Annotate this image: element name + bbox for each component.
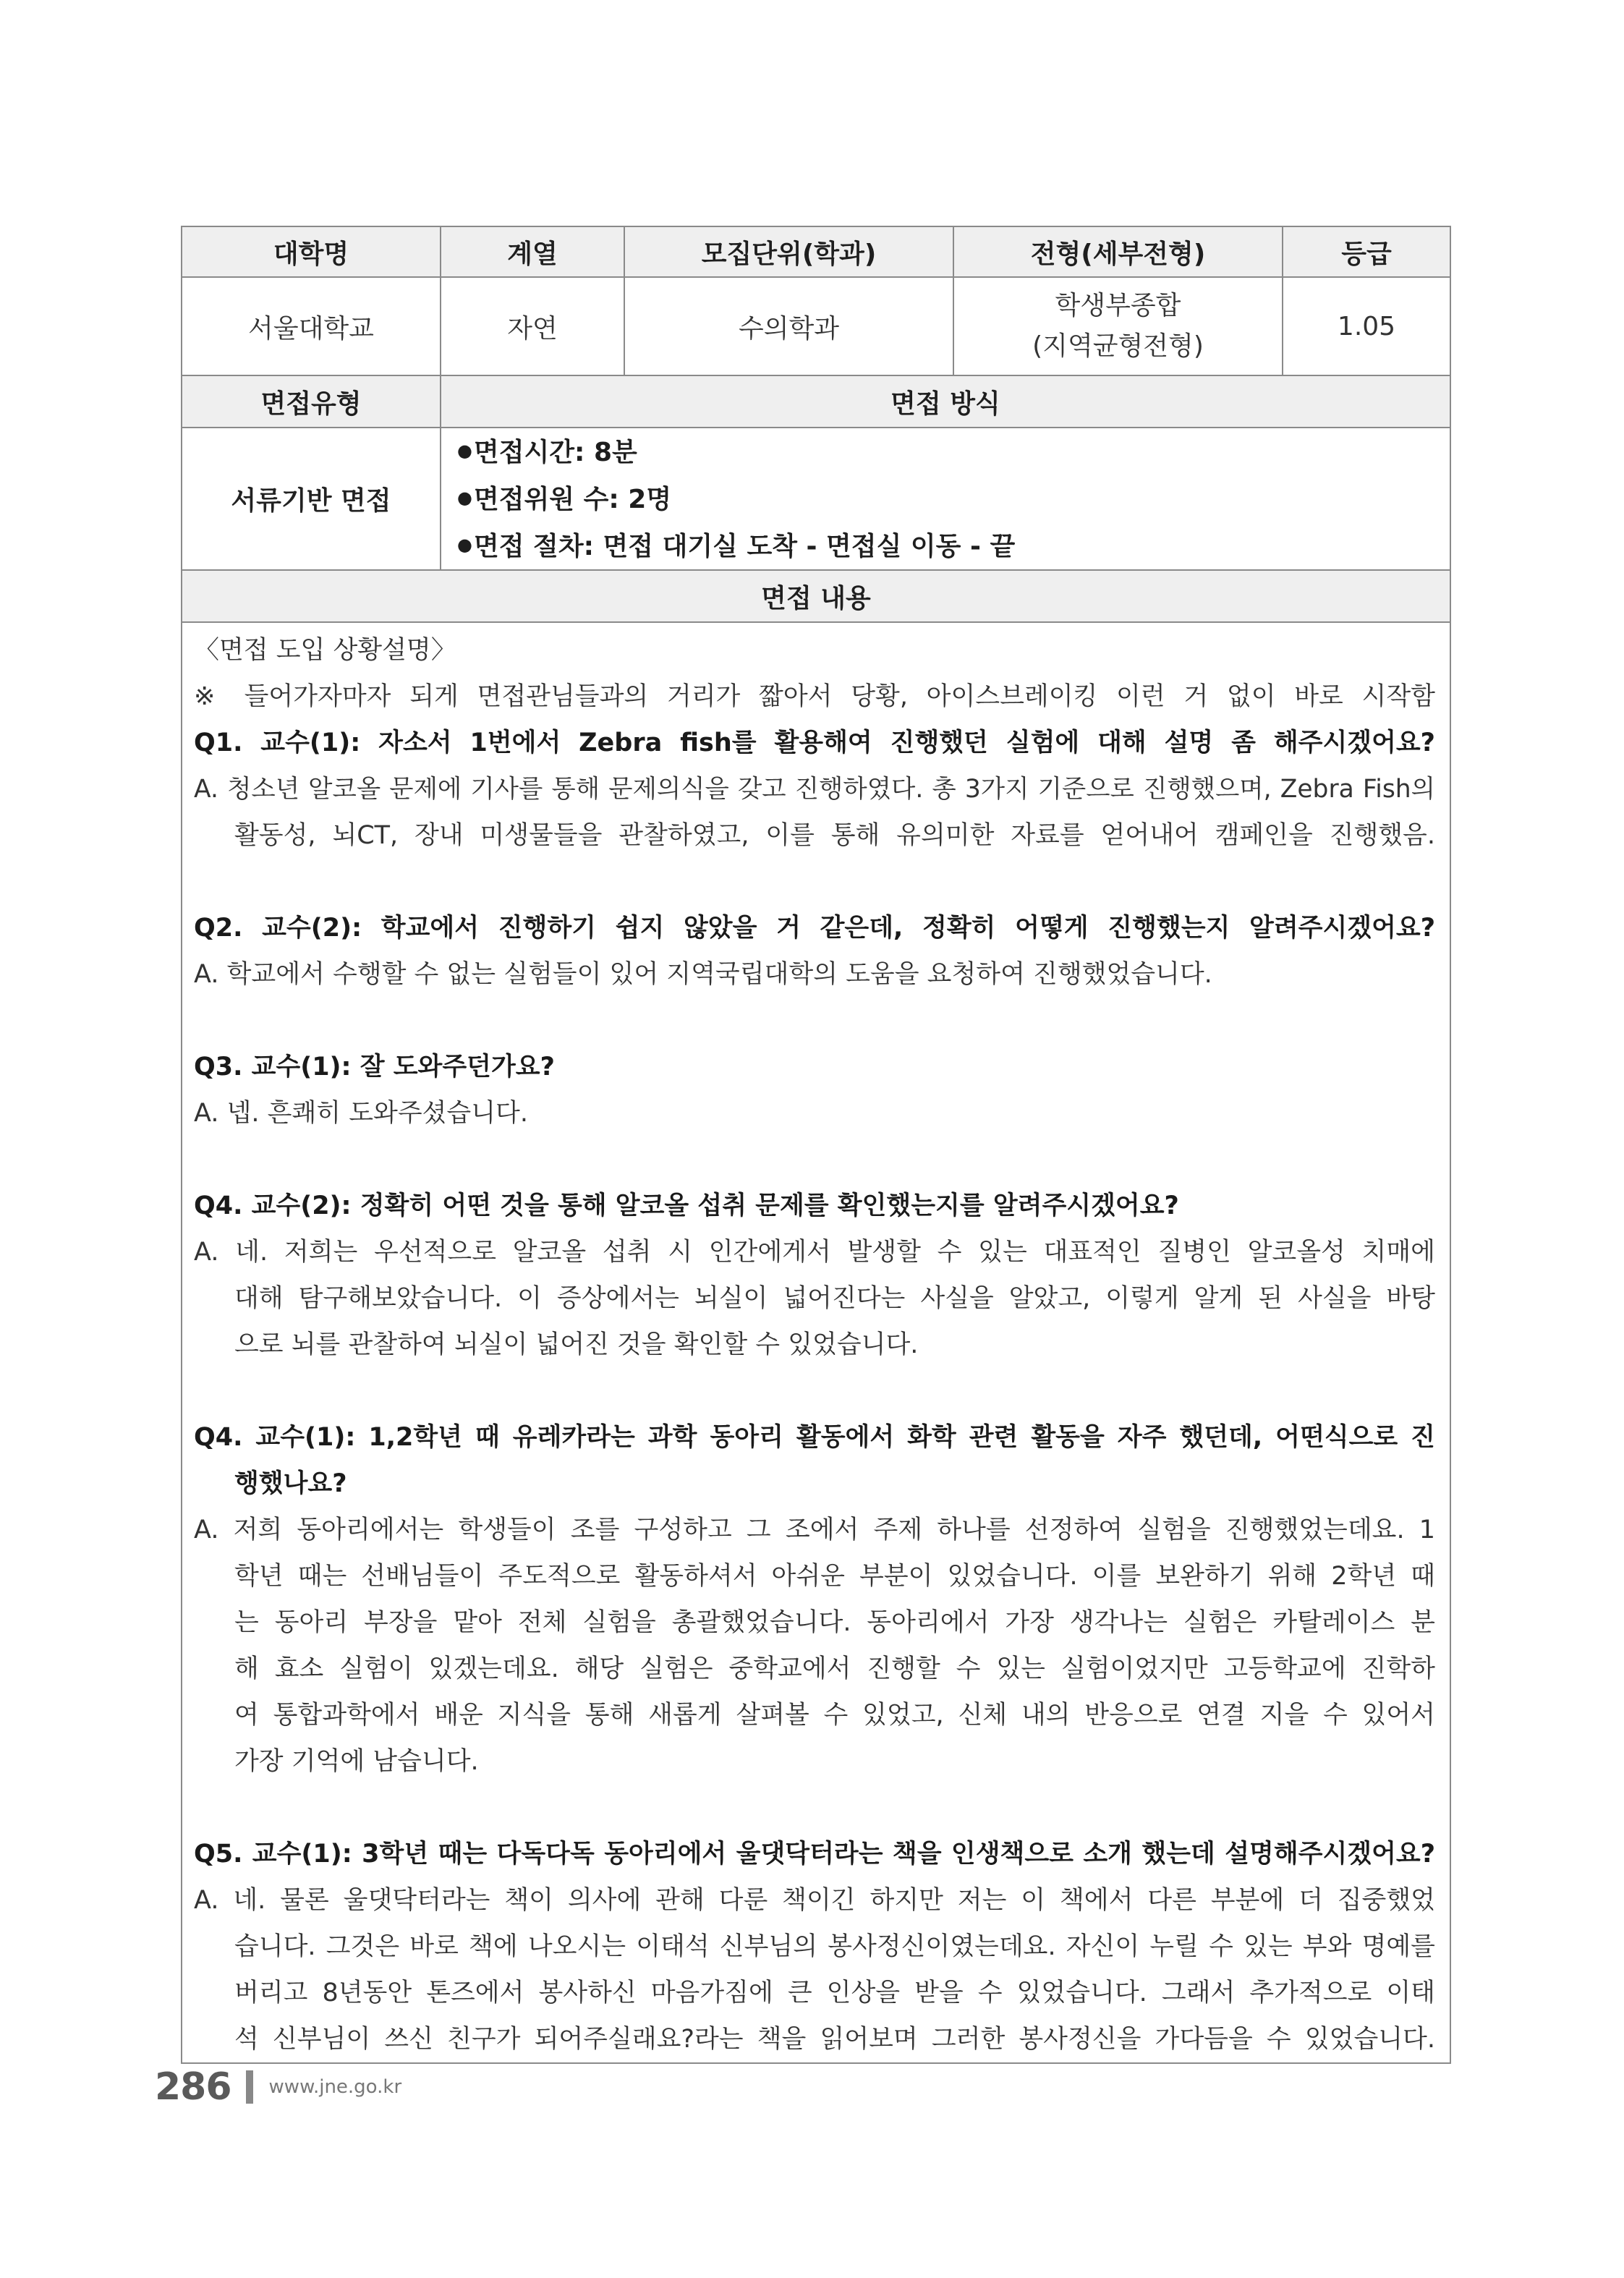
info-field: 자연 xyxy=(441,277,624,375)
answer-line: 대해 탐구해보았습니다. 이 증상에서는 뇌실이 넓어진다는 사실을 알았고, 이렇게 알게 된 사실을 바탕 xyxy=(234,1284,1435,1313)
answer-line: 해 효소 실험이 있겠는데요. 해당 실험은 중학교에서 진행할 수 있는 실험이었지만 고등학교에 진학하 xyxy=(234,1654,1435,1683)
bullet-icon: ● xyxy=(457,535,472,555)
answer-line: A. 저희 동아리에서는 학생들이 조를 구성하고 그 조에서 주제 하나를 선정하여 실험을 진행했었는데요. 1 xyxy=(194,1516,1435,1544)
content-row xyxy=(182,622,1450,2063)
answer-line: 여 통합과학에서 배운 지식을 통해 새롭게 살펴볼 수 있었고, 신체 내의 반응으로 연결 지을 수 있어서 xyxy=(234,1701,1435,1730)
answer-line: A. 네. 물론 울댓닥터라는 책이 의사에 관해 다룬 책이긴 하지만 저는 이 책에서 다른 부분에 더 집중했었 xyxy=(194,1886,1435,1915)
header-university: 대학명 xyxy=(182,226,441,277)
question: Q1. 교수(1): 자소서 1번에서 Zebra fish를 활용해여 진행했던 실험에 대해 설명 좀 해주시겠어요? xyxy=(194,728,1435,757)
method-item: ●면접위원 수: 2명 xyxy=(457,485,672,514)
answer-line: A. 넵. 흔쾌히 도와주셨습니다. xyxy=(194,1099,528,1128)
question: Q3. 교수(1): 잘 도와주던가요? xyxy=(194,1053,555,1081)
footer-url: www.jne.go.kr xyxy=(268,2076,402,2098)
header-unit: 모집단위(학과) xyxy=(624,226,953,277)
page-number: 286 xyxy=(155,2065,231,2109)
answer-line: 는 동아리 부장을 맡아 전체 실험을 총괄했었습니다. 동아리에서 가장 생각나는 실험은 카탈레이스 분 xyxy=(234,1608,1435,1637)
question: Q4. 교수(2): 정확히 어떤 것을 통해 알코올 섭취 문제를 확인했는지를 알려주시겠어요? xyxy=(194,1191,1179,1220)
page-footer xyxy=(155,2065,401,2109)
header-grade: 등급 xyxy=(1283,226,1450,277)
intro-note: ※ 들어가자마자 되게 면접관님들과의 거리가 짧아서 당황, 아이스브레이킹 이런 거 없이 바로 시작함 xyxy=(194,682,1435,711)
info-unit: 수의학과 xyxy=(624,277,953,375)
answer-line: 가장 기억에 남습니다. xyxy=(234,1747,479,1776)
info-university: 서울대학교 xyxy=(182,277,441,375)
info-admission xyxy=(953,277,1283,375)
question: Q2. 교수(2): 학교에서 진행하기 쉽지 않았을 거 같은데, 정확히 어떻게 진행했는지 알려주시겠어요? xyxy=(194,914,1435,943)
answer-line: 학년 때는 선배님들이 주도적으로 활동하셔서 아쉬운 부분이 있었습니다. 이를 보완하기 위해 2학년 때 xyxy=(234,1562,1435,1591)
info-admission-line2: (지역균형전형) xyxy=(1032,331,1204,361)
content-body xyxy=(182,622,1450,2063)
answer-line: A. 학교에서 수행할 수 없는 실험들이 있어 지역국립대학의 도움을 요청하여 진행했었습니다. xyxy=(194,960,1212,989)
interview-header-row xyxy=(182,375,1450,428)
bullet-icon: ● xyxy=(457,441,472,461)
content-header: 면접 내용 xyxy=(182,570,1450,622)
interview-row xyxy=(182,428,1450,570)
answer-line: 활동성, 뇌CT, 장내 미생물들을 관찰하였고, 이를 통해 유의미한 자료를 얻어내어 캠페인을 진행했음. xyxy=(234,821,1435,850)
header-row xyxy=(182,226,1450,277)
interview-method-header: 면접 방식 xyxy=(441,375,1450,428)
footer-divider xyxy=(246,2070,253,2104)
question: Q4. 교수(1): 1,2학년 때 유레카라는 과학 동아리 활동에서 화학 관련 활동을 자주 했던데, 어떤식으로 진 xyxy=(194,1423,1435,1452)
question: Q5. 교수(1): 3학년 때는 다독다독 동아리에서 울댓닥터라는 책을 인생책으로 소개 했는데 설명해주시겠어요? xyxy=(194,1840,1435,1869)
intro-title: 〈면접 도입 상황설명〉 xyxy=(194,636,456,665)
interview-type-header: 면접유형 xyxy=(182,375,441,428)
interview-type: 서류기반 면접 xyxy=(182,428,441,570)
answer-line: A. 청소년 알코올 문제에 기사를 통해 문제의식을 갖고 진행하였다. 총 3가지 기준으로 진행했으며, Zebra Fish의 xyxy=(194,775,1435,804)
answer-line: 버리고 8년동안 톤즈에서 봉사하신 마음가짐에 큰 인상을 받을 수 있었습니다. 그래서 추가적으로 이태 xyxy=(234,1979,1435,2007)
bullet-icon: ● xyxy=(457,488,472,508)
method-item: ●면접시간: 8분 xyxy=(457,438,637,467)
content-header-row xyxy=(182,570,1450,622)
header-field: 계열 xyxy=(441,226,624,277)
question: 행했나요? xyxy=(234,1469,347,1498)
answer-line: 으로 뇌를 관찰하여 뇌실이 넓어진 것을 확인할 수 있었습니다. xyxy=(234,1330,919,1359)
answer-line: 습니다. 그것은 바로 책에 나오시는 이태석 신부님의 봉사정신이였는데요. 자신이 누릴 수 있는 부와 명예를 xyxy=(234,1932,1435,1961)
interview-methods xyxy=(441,428,1450,570)
info-admission-line1: 학생부종합 xyxy=(1055,291,1181,320)
method-item: ●면접 절차: 면접 대기실 도착 - 면접실 이동 - 끝 xyxy=(457,532,1016,561)
info-grade: 1.05 xyxy=(1283,277,1450,375)
info-row xyxy=(182,277,1450,375)
answer-line: A. 네. 저희는 우선적으로 알코올 섭취 시 인간에게서 발생할 수 있는 대표적인 질병인 알코올성 치매에 xyxy=(194,1238,1435,1267)
interview-table xyxy=(181,226,1451,2064)
answer-line: 석 신부님이 쓰신 친구가 되어주실래요?라는 책을 읽어보며 그러한 봉사정신을 가다듬을 수 있었습니다. xyxy=(234,2025,1435,2054)
header-admission: 전형(세부전형) xyxy=(953,226,1283,277)
